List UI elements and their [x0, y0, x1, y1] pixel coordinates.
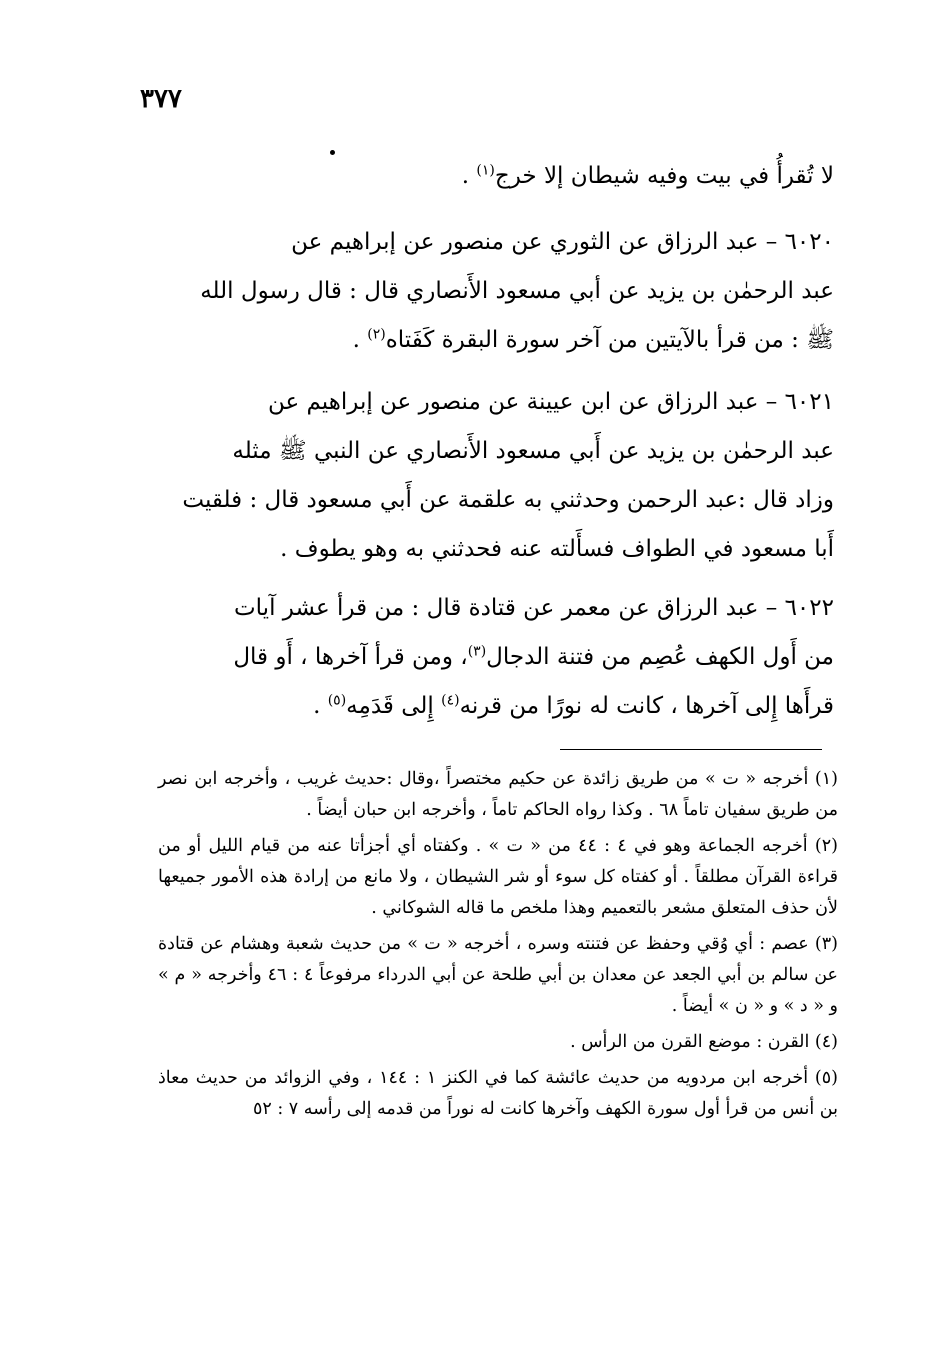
hadith-line: عبد الرحمٰن بن يزيد عن أبي مسعود الأَنصاري قال : قال رسول الله	[200, 278, 834, 304]
footnote-4: (٤) القرن : موضع القرن من الرأس .	[570, 1032, 838, 1052]
hadith-line: ٦٠٢٠ – عبد الرزاق عن الثوري عن منصور عن إبراهيم عن	[291, 229, 834, 255]
hadith-6020	[158, 218, 834, 365]
footnote-3: (٣) عصم : أي وُقي وحفظ عن فتنته وسره ، أخرجه « ت » من حديث شعبة وهشام عن قتادة عن سالم بن أبي الجعد عن معدان بن أبي طلحة عن أبي الدرداء مرفوعاً ٤ : ٤٦ وأخرجه « م » و « د » و « ن » أيضاً .	[158, 934, 838, 1016]
footnote-ref-2: (٢)	[367, 326, 386, 343]
hadith-end: .	[313, 693, 328, 719]
footnotes	[158, 764, 838, 1130]
hadith-line: ٦٠٢٢ – عبد الرزاق عن معمر عن قتادة قال : من قرأ عشر آيات	[234, 595, 834, 621]
footnote-ref-4: (٤)	[441, 692, 460, 709]
hadith-text: قرأَها إِلى آخرها ، كانت له نورًا من قرنه	[459, 693, 834, 719]
footnote-ref-5: (٥)	[327, 692, 347, 709]
hadith-line	[158, 316, 834, 365]
footnote-separator	[560, 749, 822, 750]
footnote-1: (١) أخرجه « ت » من طريق زائدة عن حكيم مختصراً ،وقال :حديث غريب ، وأخرجه ابن نصر من طريق سفيان تاماً ٦٨ . وكذا رواه الحاكم تاماً ، وأخرجه ابن حبان أيضاً .	[158, 769, 838, 820]
footnote-2: (٢) أخرجه الجماعة وهو في ٤ : ٤٤ من « ت » . وكفتاه أي أجزأتا عنه من قيام الليل أو من قراءة القرآن مطلقاً . أو كفتاه كل سوء أو شر الشيطان ، ولا مانع من إرادة هذه الأمور جميعها لأن حذف المتعلق مشعر بالتعميم وهذا ملخص ما قاله الشوكاني .	[158, 836, 838, 918]
page-number: ٣٧٧	[140, 84, 182, 114]
hadith-line: ٦٠٢١ – عبد الرزاق عن ابن عيينة عن منصور عن إبراهيم عن	[267, 389, 834, 415]
intro-text: لا تُقرأُ في بيت وفيه شيطان إلا خرج	[494, 163, 834, 189]
footnote-ref-3: (٣)	[467, 643, 487, 660]
hadith-line	[158, 682, 834, 731]
hadith-6021	[158, 378, 834, 574]
intro-line	[158, 152, 834, 201]
intro-paragraph	[158, 152, 834, 201]
hadith-line: عبد الرحمٰن بن يزيد عن أَبي مسعود الأَنصاري عن النبي ﷺ مثله	[232, 438, 834, 464]
hadith-text: من أَول الكهف عُصِم من فتنة الدجال	[486, 644, 834, 670]
hadith-text: ، ومن قرأ آخرها ، أَو قال	[233, 644, 468, 670]
footnote-5: (٥) أخرجه ابن مردويه من حديث عائشة كما في الكنز ١ : ١٤٤ ، وفي الزوائد من حديث معاذ بن أنس من قرأ أول سورة الكهف وآخرها كانت له نوراً من قدمه إلى رأسه ٧ : ٥٢	[158, 1068, 838, 1119]
hadith-text: ﷺ : من قرأ بالآيتين من آخر سورة البقرة كَفَتاه	[385, 327, 834, 353]
hadith-line: وزاد قال :عبد الرحمن وحدثني به علقمة عن أَبي مسعود قال : فلقيت	[182, 487, 834, 513]
hadith-end: .	[352, 327, 368, 353]
footnote-ref-1: (١)	[476, 162, 495, 179]
hadith-text: إِلى قَدَمِه	[346, 693, 442, 719]
hadith-line: أَبا مسعود في الطواف فسأَلته عنه فحدثني به وهو يطوف .	[280, 536, 834, 562]
intro-end: .	[461, 163, 477, 189]
hadith-line	[158, 633, 834, 682]
hadith-6022	[158, 584, 834, 731]
